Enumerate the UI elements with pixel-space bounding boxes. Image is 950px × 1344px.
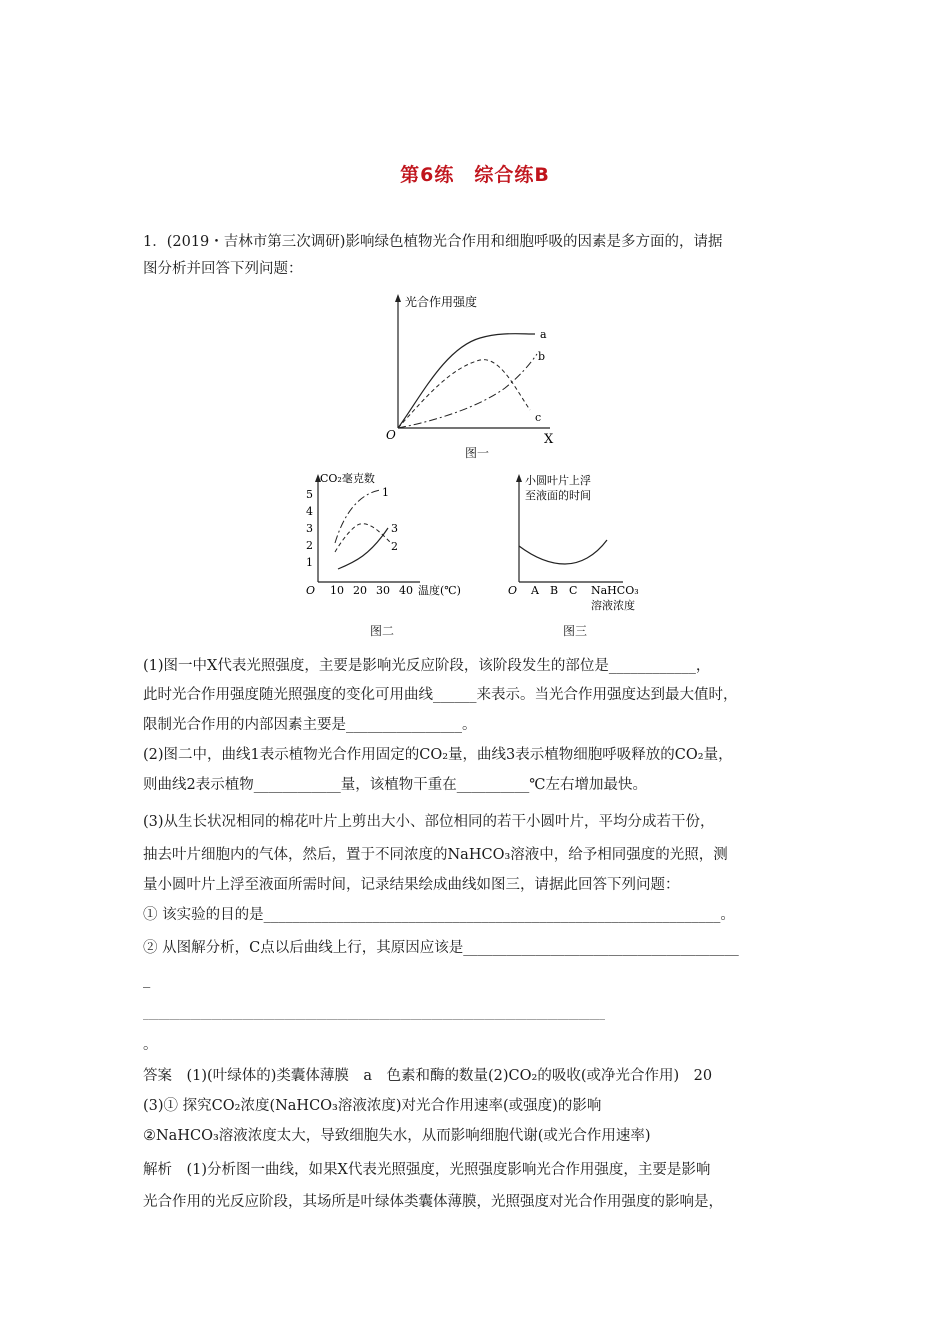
fig2-xtick-40: 40 (399, 584, 413, 597)
page-title: 第6练 综合练B (400, 164, 550, 186)
fig3-xlabel-line2: 溶液浓度 (591, 599, 635, 612)
fig1-y-arrow (395, 294, 401, 302)
answer-line3: ②NaHCO₃溶液浓度太大，导致细胞失水，从而影响细胞代谢(或光合作用速率) (143, 1128, 651, 1144)
fig2-ytick-2: 2 (306, 539, 313, 552)
part3-line2: 抽去叶片细胞内的气体，然后，置于不同浓度的NaHCO₃溶液中，给予相同强度的光照，测 (143, 847, 728, 863)
figure-1 (380, 288, 580, 447)
part3-q2-end: 。 (143, 1037, 158, 1053)
fig3-caption: 图三 (563, 624, 588, 638)
fig2-ytick-1: 1 (306, 556, 313, 569)
fig1-label-b: b (538, 350, 546, 363)
fig1-xlabel: X (544, 432, 554, 447)
fig1-caption: 图一 (465, 446, 490, 460)
fig2-curve-2 (335, 524, 390, 552)
fig2-ytick-4: 4 (306, 505, 313, 518)
fig2-ytick-5: 5 (306, 488, 313, 501)
answer-line1: 答案 (1)(叶绿体的)类囊体薄膜 a 色素和酶的数量(2)CO₂的吸收(或净光合作用) 20 (143, 1068, 713, 1084)
fig3-xtick-b: B (550, 584, 559, 597)
analysis-line2: 光合作用的光反应阶段，其场所是叶绿体类囊体薄膜，光照强度对光合作用强度的影响是， (143, 1194, 723, 1210)
fig3-origin: O (508, 584, 518, 597)
fig1-origin: O (386, 428, 396, 442)
part3-line3: 量小圆叶片上浮至液面所需时间，记录结果绘成曲线如图三，请据此回答下列问题： (143, 877, 680, 893)
fig3-ylabel-line2: 至液面的时间 (525, 489, 591, 502)
part3-line1: (3)从生长状况相同的棉花叶片上剪出大小、部位相同的若干小圆叶片，平均分成若干份， (143, 814, 715, 830)
fig2-xlabel: 温度(℃) (418, 584, 461, 597)
fig2-label-2: 2 (391, 540, 398, 553)
fig2-xtick-20: 20 (353, 584, 367, 597)
fig2-ytick-3: 3 (306, 522, 313, 535)
question-stem-line1: 1．(2019・吉林市第三次调研)影响绿色植物光合作用和细胞呼吸的因素是多方面的，请据 (143, 234, 723, 250)
fig2-curve-3 (338, 528, 388, 569)
answer-line2: (3)① 探究CO₂浓度(NaHCO₃溶液浓度)对光合作用速率(或强度)的影响 (143, 1098, 602, 1114)
part3-q2-continuation: _ (143, 972, 151, 988)
fig2-xtick-30: 30 (376, 584, 390, 597)
fig2-origin: O (306, 584, 316, 597)
fig1-curve-a (398, 334, 535, 428)
fig3-curve (519, 540, 607, 564)
fig2-caption: 图二 (370, 624, 395, 638)
figure-3 (505, 470, 665, 619)
fig2-curve-1 (335, 490, 380, 543)
fig2-label-1: 1 (382, 486, 389, 499)
fig3-ylabel-line1: 小圆叶片上浮 (525, 474, 591, 487)
part1-line2: 此时光合作用强度随光照强度的变化可用曲线______来表示。当光合作用强度达到最大值时， (143, 687, 738, 703)
fig1-label-c: c (535, 411, 542, 424)
fig1-ylabel: 光合作用强度 (405, 295, 478, 309)
analysis-line1: 解析 (1)分析图一曲线，如果X代表光照强度，光照强度影响光合作用强度，主要是影响 (143, 1162, 711, 1178)
fig2-label-3: 3 (391, 522, 398, 535)
fig3-xtick-c: C (569, 584, 578, 597)
question-stem-line2: 图分析并回答下列问题： (143, 261, 303, 277)
part1-line3: 限制光合作用的内部因素主要是________________。 (143, 717, 477, 733)
part2-line1: (2)图二中，曲线1表示植物光合作用固定的CO₂量，曲线3表示植物细胞呼吸释放的CO₂量， (143, 747, 733, 763)
fig2-xtick-10: 10 (330, 584, 344, 597)
part3-q1: ① 该实验的目的是_______________________________________________________________。 (143, 907, 735, 923)
part2-line2: 则曲线2表示植物____________量，该植物干重在__________℃左右增加最快。 (143, 777, 647, 793)
fig3-y-arrow (516, 474, 522, 482)
fig3-xtick-a: A (531, 584, 539, 597)
fig1-curve-b (398, 360, 530, 428)
part3-q2: ② 从图解分析，C点以后曲线上行，其原因应该是______________________________________ (143, 940, 739, 956)
figure-2 (300, 470, 470, 604)
fig3-xlabel-line1: NaHCO₃ (591, 584, 639, 597)
part1-line1: (1)图一中X代表光照强度，主要是影响光反应阶段，该阶段发生的部位是____________， (143, 658, 711, 674)
part3-q2-answer-line: ________________________________________________________________________________________ (143, 1008, 605, 1020)
fig1-label-a: a (540, 328, 547, 341)
fig2-ylabel: CO₂毫克数 (320, 472, 375, 485)
